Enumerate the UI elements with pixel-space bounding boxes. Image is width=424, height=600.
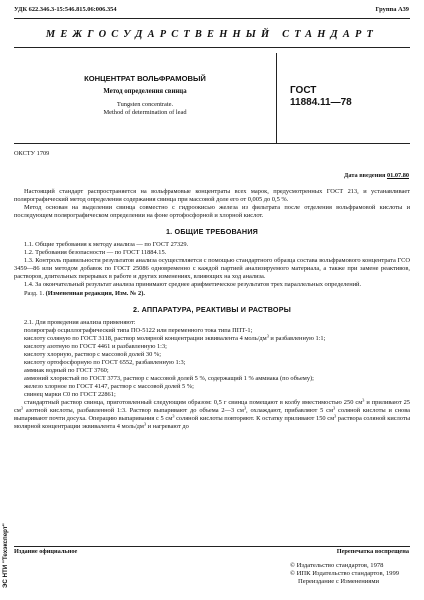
oksty-code: ОКСТУ 1709	[14, 150, 50, 157]
unit-exponent: 3	[243, 405, 247, 411]
reagent-lead: свинец марки С0 по ГОСТ 22861;	[24, 391, 116, 399]
unit-exponent: 3	[172, 413, 175, 419]
copyright-1999: © ИПК Издательство стандартов, 1999	[290, 570, 400, 578]
unit-exponent: 3	[362, 397, 365, 403]
std-solution-text-e: соляной кислоты и снова выпаривают почти досуха. Операцию выпаривания с 5 см	[14, 407, 410, 423]
std-solution-text-c: азотной кислоты, разбавленной 1:3. Раствор выпаривают до объема 2—3 см	[22, 407, 244, 415]
interstate-standard-banner: МЕЖГОСУДАРСТВЕННЫЙ СТАНДАРТ	[45, 29, 379, 40]
standard-lead-solution	[14, 399, 410, 431]
introduction-date-label: Дата введения	[344, 172, 386, 179]
std-solution-text-d: , охлаждают, прибавляют 5 см	[246, 407, 334, 415]
std-solution-text-b: и приливают 25 см	[14, 399, 410, 415]
banner-rule	[14, 47, 410, 48]
equipment-polarograph: полярограф осциллографический типа ПО-5122 или переменного тока типа ППТ-1;	[24, 326, 253, 334]
amendment-note	[14, 290, 410, 298]
reagent-ammonia: аммиак водный по ГОСТ 3760;	[24, 366, 109, 374]
english-title-line-2: Method of determination of lead	[103, 109, 187, 116]
title-block-rule	[14, 143, 410, 144]
copyright-1978: © Издательство стандартов, 1978	[290, 562, 384, 569]
section-2-heading: 2. АППАРАТУРА, РЕАКТИВЫ И РАСТВОРЫ	[133, 304, 291, 314]
reissue-note: Переиздание с Изменениями	[298, 578, 380, 586]
gost-label: ГОСТ	[290, 85, 317, 96]
std-solution-text-f: соляной кислоты повторяют. К остатку приливают 150 см	[174, 415, 335, 423]
clause-1-2: 1.2. Требования безопасности — по ГОСТ 11884.15.	[24, 249, 167, 257]
std-solution-text-h: и нагревают до	[146, 423, 189, 431]
introduction-date-value: 01.07.80	[386, 172, 409, 179]
udk-code: УДК 622.346.3-15:546.815.06:006.354	[14, 6, 117, 13]
amendment-note-text: (Измененная редакция, Изм. № 2).	[45, 289, 145, 297]
method-paragraph: Метод основан на выделении свинца совместно с гидроокисью железа из фильтрата после отделения вольфрамовой кислоты и последующем полярографическом определении на фоне ортофосфорной и хлорной кислот.	[14, 204, 410, 220]
reagent-ferric-chloride: железо хлорное по ГОСТ 4147, раствор с массовой долей 5 %;	[24, 382, 194, 390]
document-body	[14, 188, 410, 431]
title-block	[14, 52, 276, 143]
reagent-nitric-acid: кислоту азотную по ГОСТ 4461 и разбавленную 1:3;	[24, 342, 167, 350]
reagent-phosphoric-acid: кислоту ортофосфорную по ГОСТ 6552, разбавленную 1:3;	[24, 358, 186, 366]
header-rule	[14, 18, 410, 19]
reagent-perchloric-acid: кислоту хлорную, раствор с массовой долей 30 %;	[24, 350, 161, 358]
unit-exponent: 3	[333, 405, 336, 411]
introduction-date	[344, 172, 409, 180]
clause-1-1: 1.1. Общие требования к методу анализа — по ГОСТ 27329.	[24, 241, 189, 249]
document-subtitle: Метод определения свинца	[103, 88, 187, 95]
unit-exponent: 3	[20, 405, 23, 411]
std-solution-text-a: стандартный раствор свинца, приготовленный следующим образом: 0,5 г свинца помещают в колбу вместимостью 250 см	[24, 399, 363, 407]
document-title: КОНЦЕНТРАТ ВОЛЬФРАМОВЫЙ	[84, 74, 206, 83]
group-code: Группа А39	[375, 6, 409, 13]
copyright-block	[290, 562, 399, 587]
reprint-prohibited-label: Перепечатка воспрещена	[336, 548, 409, 555]
clause-2-1: 2.1. Для проведения анализа применяют:	[24, 318, 136, 326]
scope-paragraph: Настоящий стандарт распространяется на вольфрамовые концентраты всех марок, предусмотренных ГОСТ 213, и устанавливает полярографический метод определения содержания свинца при массовой доле его от 0,005 до 0,5 %.	[14, 188, 410, 204]
unit-exponent: 3	[143, 421, 147, 427]
section-1-heading: 1. ОБЩИЕ ТРЕБОВАНИЯ	[165, 227, 259, 237]
reagent-hydrochloric-acid-tail: и разбавленную 1:1;	[268, 334, 326, 342]
unit-exponent: 3	[266, 333, 269, 339]
side-stamp: ЭС НТИ "Техэксперт"	[2, 523, 9, 588]
reagent-hydrochloric-acid-text: кислоту соляную по ГОСТ 3118, раствор молярной концентрации эквивалента 4 моль/дм	[24, 334, 267, 342]
reagent-hydrochloric-acid	[14, 335, 410, 343]
amendment-note-section: Разд. 1.	[24, 289, 45, 297]
clause-1-3: 1.3. Контроль правильности результатов анализа осуществляется с помощью стандартного образца состава вольфрамового концентрата ГСО 3459—86 или методом добавок по ГОСТ 25086 одновременно с каждой партией анализируемого материала, а также при замене реактивов, растворов, длительных перерывах в работе и других изменениях, влияющих на ход анализа.	[14, 257, 410, 281]
title-block-divider	[276, 53, 277, 143]
gost-number: 11884.11—78	[290, 97, 352, 108]
english-title-line-1: Tungsten concentrate.	[116, 101, 174, 108]
std-solution-text-g: раствора соляной кислоты молярной концентрации эквивалента 4 моль/дм	[14, 415, 410, 431]
clause-1-4: 1.4. За окончательный результат анализа принимают среднее арифметическое результатов трех параллельных определений.	[24, 281, 362, 289]
official-edition-label: Издание официальное	[14, 548, 78, 555]
footer-rule	[14, 546, 410, 547]
reagent-ammonium-chloride: аммоний хлористый по ГОСТ 3773, раствор с массовой долей 5 %, содержащий 1 % аммиака (по объему);	[24, 374, 314, 382]
unit-exponent: 3	[334, 413, 337, 419]
